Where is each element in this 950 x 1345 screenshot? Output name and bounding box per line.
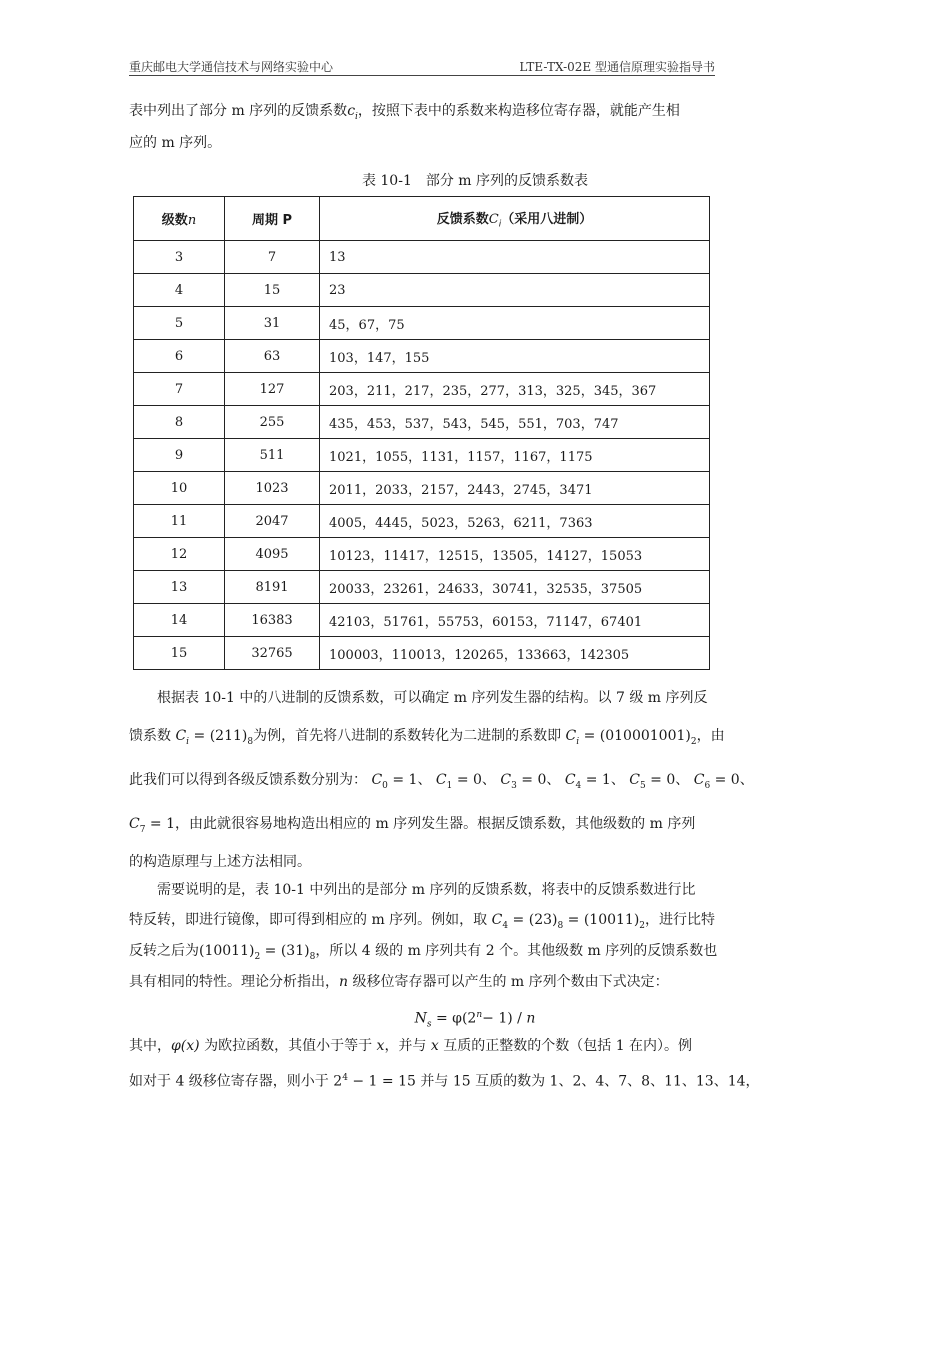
table-row	[134, 439, 710, 472]
para1-line-4: $C_7 = 1$，由此就很容易地构造出相应的 m 序列发生器。根据反馈系数，其他级数的 m 序列	[129, 816, 696, 835]
page-header	[129, 60, 715, 76]
cell-period: 16383	[225, 604, 320, 637]
para1-line-5: 的构造原理与上述方法相同。	[129, 854, 311, 870]
cell-period: 4095	[225, 538, 320, 571]
para2-line-1: 需要说明的是，表 10-1 中列出的是部分 m 序列的反馈系数，将表中的反馈系数进行比	[157, 882, 696, 898]
cell-stage: 6	[134, 340, 225, 373]
cell-stage: 8	[134, 406, 225, 439]
cell-period: 8191	[225, 571, 320, 604]
table-caption: 表 10-1 部分 m 序列的反馈系数表	[361, 173, 589, 189]
count-formula: $N_s = \varphi(2^n- 1) / n$	[414, 1010, 536, 1030]
cell-period: 1023	[225, 472, 320, 505]
cell-stage: 4	[134, 274, 225, 307]
para1-line-3: 此我们可以得到各级反馈系数分别为： $C_0 = 1$、 $C_1 = 0$、 $C_3 = 0$、 $C_4 = 1$、 $C_5 = 0$、 $C_6 = 0$、	[129, 772, 754, 791]
cell-coefficients: 42103，51761，55753，60153，71147，67401	[320, 604, 710, 637]
para3-line-1: 其中，φ(x) 为欧拉函数，其值小于等于 x，并与 x 互质的正整数的个数（包括 1 在内）。例	[129, 1038, 693, 1054]
cell-stage: 3	[134, 241, 225, 274]
table-row	[134, 604, 710, 637]
cell-coefficients: 1021，1055，1131，1157，1167，1175	[320, 439, 710, 472]
para1-line-1: 根据表 10-1 中的八进制的反馈系数，可以确定 m 序列发生器的结构。以 7 级 m 序列反	[157, 690, 708, 706]
cell-period: 32765	[225, 637, 320, 670]
cell-coefficients: 203，211，217，235，277，313，325，345，367	[320, 373, 710, 406]
header-feedback-coefficient: 反馈系数$C_i$（采用八进制）	[320, 197, 710, 241]
cell-coefficients: 20033，23261，24633，30741，32535，37505	[320, 571, 710, 604]
cell-period: 511	[225, 439, 320, 472]
para1-line-2: 馈系数 $C_i = (211)_8$为例，首先将八进制的系数转化为二进制的系数即 $C_i = (010001001)_2$，由	[129, 728, 725, 747]
table-row	[134, 307, 710, 340]
table-row	[134, 340, 710, 373]
cell-period: 15	[225, 274, 320, 307]
cell-coefficients: 45，67，75	[320, 307, 710, 340]
cell-stage: 14	[134, 604, 225, 637]
cell-coefficients: 103，147，155	[320, 340, 710, 373]
cell-stage: 13	[134, 571, 225, 604]
cell-stage: 7	[134, 373, 225, 406]
cell-stage: 10	[134, 472, 225, 505]
cell-stage: 15	[134, 637, 225, 670]
table-row	[134, 373, 710, 406]
cell-coefficients: 2011，2033，2157，2443，2745，3471	[320, 472, 710, 505]
cell-coefficients: 4005，4445，5023，5263，6211，7363	[320, 505, 710, 538]
cell-period: 31	[225, 307, 320, 340]
cell-coefficients: 435，453，537，543，545，551，703，747	[320, 406, 710, 439]
header-stage-count: 级数n	[134, 197, 225, 241]
intro-line-1: 表中列出了部分 m 序列的反馈系数$c_i$，按照下表中的系数来构造移位寄存器，就能产生相	[129, 103, 680, 122]
cell-stage: 11	[134, 505, 225, 538]
feedback-coefficient-table	[133, 196, 710, 670]
header-institution: 重庆邮电大学通信技术与网络实验中心	[129, 60, 334, 74]
para3-line-2: 如对于 4 级移位寄存器，则小于 $2^4 - 1 = 15$ 并与 15 互质的数为 1、2、4、7、8、11、13、14，	[129, 1073, 760, 1090]
cell-coefficients: 13	[320, 241, 710, 274]
cell-period: 7	[225, 241, 320, 274]
cell-period: 255	[225, 406, 320, 439]
cell-coefficients: 10123，11417，12515，13505，14127，15053	[320, 538, 710, 571]
para2-line-3: 反转之后为$(10011)_2 = (31)_8$，所以 4 级的 m 序列共有 2 个。其他级数 m 序列的反馈系数也	[129, 943, 718, 962]
table-header-row	[134, 197, 710, 241]
cell-coefficients: 23	[320, 274, 710, 307]
cell-coefficients: 100003，110013，120265，133663，142305	[320, 637, 710, 670]
table-row	[134, 505, 710, 538]
intro-line-2: 应的 m 序列。	[129, 135, 222, 151]
cell-stage: 5	[134, 307, 225, 340]
para2-line-2: 特反转，即进行镜像，即可得到相应的 m 序列。例如，取 $C_4 = (23)_8 = (10011)_2$，进行比特	[129, 912, 716, 931]
cell-stage: 12	[134, 538, 225, 571]
cell-period: 2047	[225, 505, 320, 538]
para2-line-4: 具有相同的特性。理论分析指出，n 级移位寄存器可以产生的 m 序列个数由下式决定：	[129, 974, 669, 990]
cell-period: 127	[225, 373, 320, 406]
header-book-title: LTE-TX-02E 型通信原理实验指导书	[519, 60, 715, 74]
header-period: 周期 P	[225, 197, 320, 241]
table-row	[134, 241, 710, 274]
table-row	[134, 274, 710, 307]
cell-period: 63	[225, 340, 320, 373]
cell-stage: 9	[134, 439, 225, 472]
table-row	[134, 472, 710, 505]
table-row	[134, 571, 710, 604]
table-row	[134, 406, 710, 439]
table-row	[134, 538, 710, 571]
table-row	[134, 637, 710, 670]
